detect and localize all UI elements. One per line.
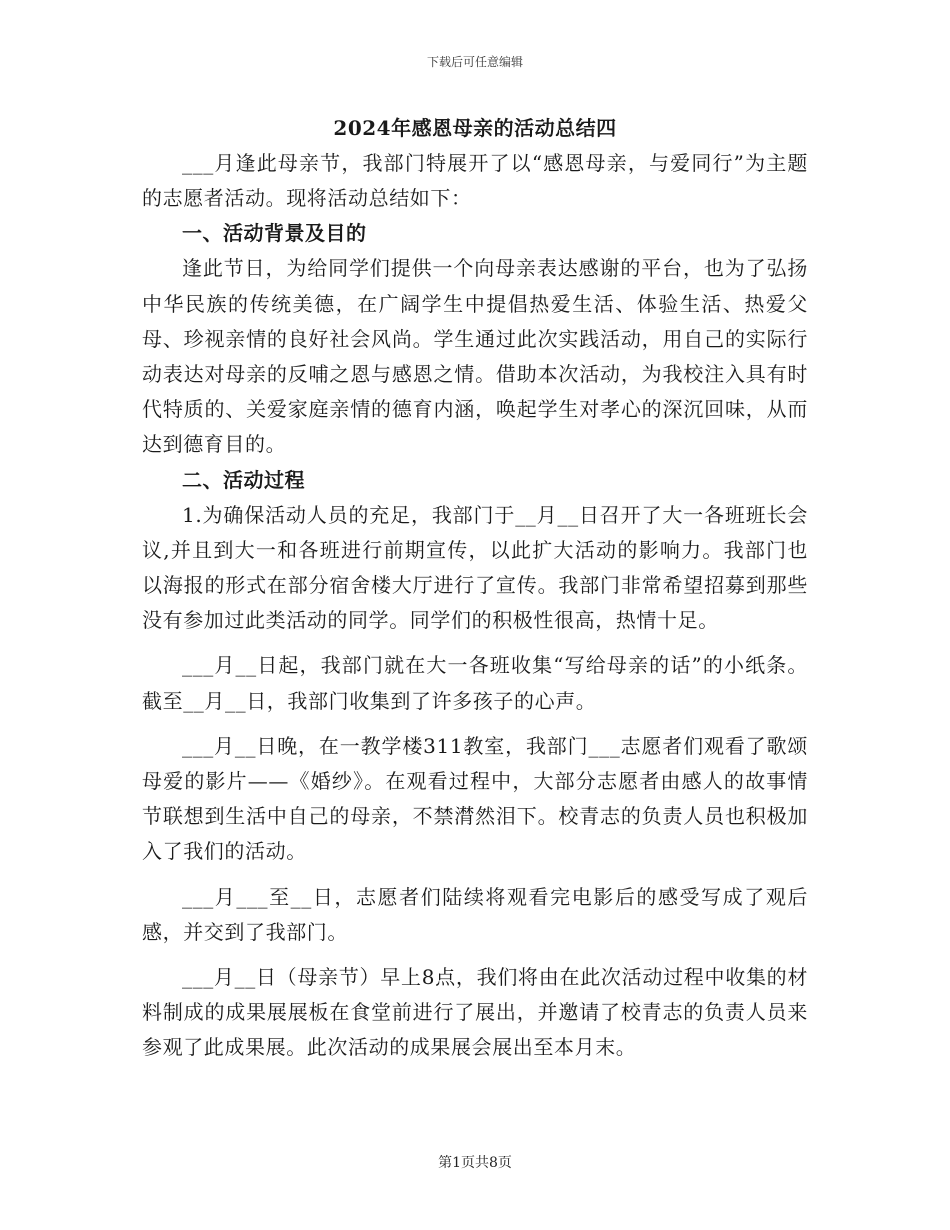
document-title: 2024年感恩母亲的活动总结四 xyxy=(333,116,617,140)
document-body xyxy=(142,110,808,1066)
section-background-paragraph: 逢此节日，为给同学们提供一个向母亲表达感谢的平台，也为了弘扬中华民族的传统美德，在广阔学生中提倡热爱生活、体验生活、热爱父母、珍视亲情的良好社会风尚。学生通过此次实践活动，用自己的实际行动表达对母亲的反哺之恩与感恩之情。借助本次活动，为我校注入具有时代特质的、关爱家庭亲情的德育内涵，唤起学生对孝心的深沉回味，从而达到德育目的。 xyxy=(142,256,808,457)
process-paragraph: ___月___至__日，志愿者们陆续将观看完电影后的感受写成了观后感，并交到了我部门。 xyxy=(142,884,808,944)
process-paragraph: ___月__日（母亲节）早上8点，我们将由在此次活动过程中收集的材料制成的成果展展板在食堂前进行了展出，并邀请了校青志的负责人员来参观了此成果展。此次活动的成果展会展出至本月末。 xyxy=(142,965,808,1060)
process-paragraph: 1.为确保活动人员的充足，我部门于__月__日召开了大一各班班长会议,并且到大一和各班进行前期宣传，以此扩大活动的影响力。我部门也以海报的形式在部分宿舍楼大厅进行了宣传。我部门非常希望招募到那些没有参加过此类活动的同学。同学们的积极性很高，热情十足。 xyxy=(142,502,808,633)
header-note: 下载后可任意编辑 xyxy=(426,55,523,69)
process-paragraph: ___月__日晚，在一教学楼311教室，我部门___志愿者们观看了歌颂母爱的影片——《婚纱》。在观看过程中，大部分志愿者由感人的故事情节联想到生活中自己的母亲，不禁潸然泪下。校青志的负责人员也积极加入了我们的活动。 xyxy=(142,733,808,864)
intro-paragraph: ___月逢此母亲节，我部门特展开了以“感恩母亲，与爱同行”为主题的志愿者活动。现将活动总结如下： xyxy=(142,151,808,211)
section-heading-background: 一、活动背景及目的 xyxy=(182,221,367,246)
process-paragraph: ___月__日起，我部门就在大一各班收集“写给母亲的话”的小纸条。截至__月__日，我部门收集到了许多孩子的心声。 xyxy=(142,653,808,713)
page-indicator: 第1页共8页 xyxy=(438,1155,512,1171)
section-heading-process: 二、活动过程 xyxy=(182,467,305,492)
